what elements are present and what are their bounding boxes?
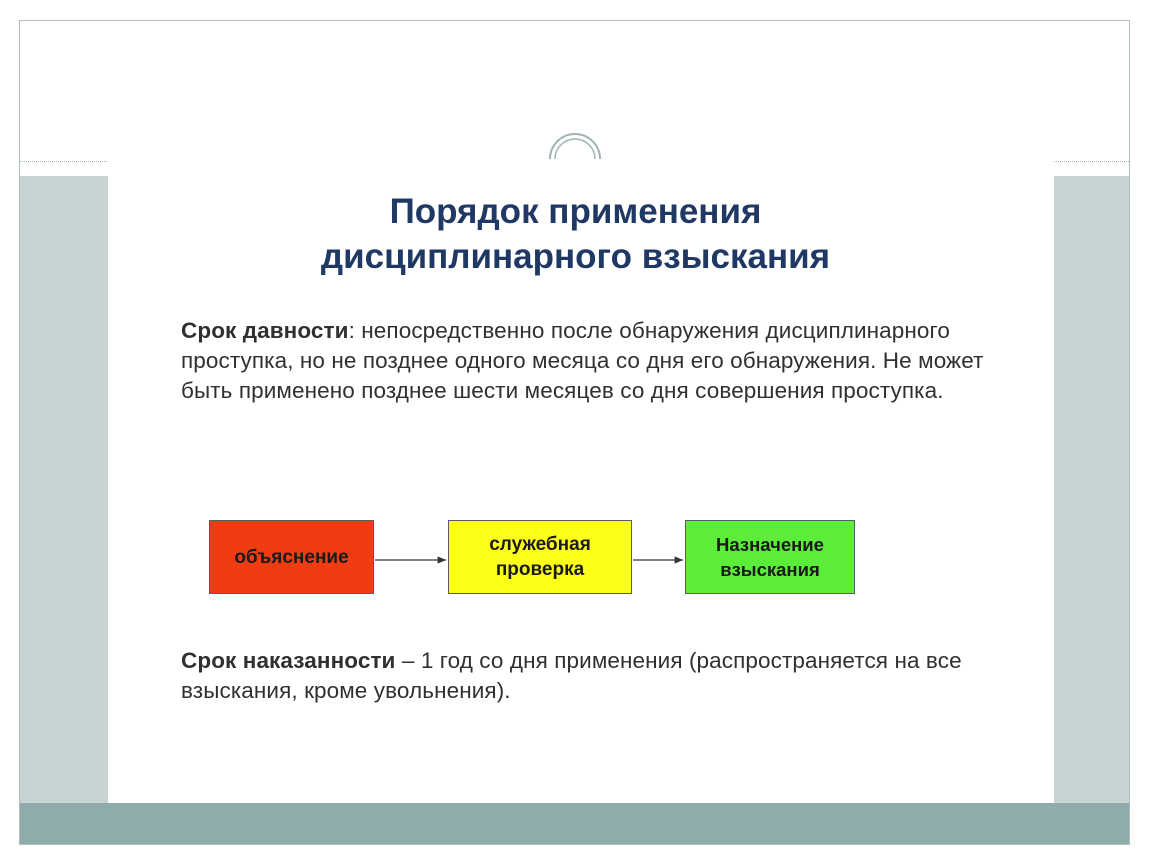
flow-step-label: объяснение	[234, 546, 349, 568]
decorative-arc-icon	[546, 129, 604, 189]
flow-step-label: служебная проверка	[489, 534, 591, 580]
flow-step-official-check	[448, 520, 632, 594]
statute-of-limitations-paragraph	[181, 316, 1041, 406]
title-line-2: дисциплинарного взыскания	[320, 237, 831, 276]
slide-title	[20, 189, 1130, 279]
flow-step-penalty-assignment	[685, 520, 855, 594]
divider-right	[1053, 161, 1130, 162]
bottom-band	[20, 803, 1129, 844]
divider-left	[20, 161, 107, 162]
flow-step-label: Назначение взыскания	[716, 534, 824, 580]
flow-step-explanation	[209, 520, 374, 594]
term-label: Срок наказанности	[181, 648, 396, 673]
paragraph-text: : непосредственно после обнаружения дисциплинарного проступка, но не позднее одного месяца со дня его обнаружения. Не может быть применено позднее шести месяцев со дня совершения проступка.	[181, 318, 984, 403]
title-line-1: Порядок применения	[389, 192, 762, 231]
term-label: Срок давности	[181, 318, 349, 343]
punishment-period-paragraph	[181, 646, 1041, 706]
slide-frame	[19, 20, 1130, 845]
paragraph-text: – 1 год со дня применения (распространяется на все взыскания, кроме увольнения).	[181, 648, 962, 703]
